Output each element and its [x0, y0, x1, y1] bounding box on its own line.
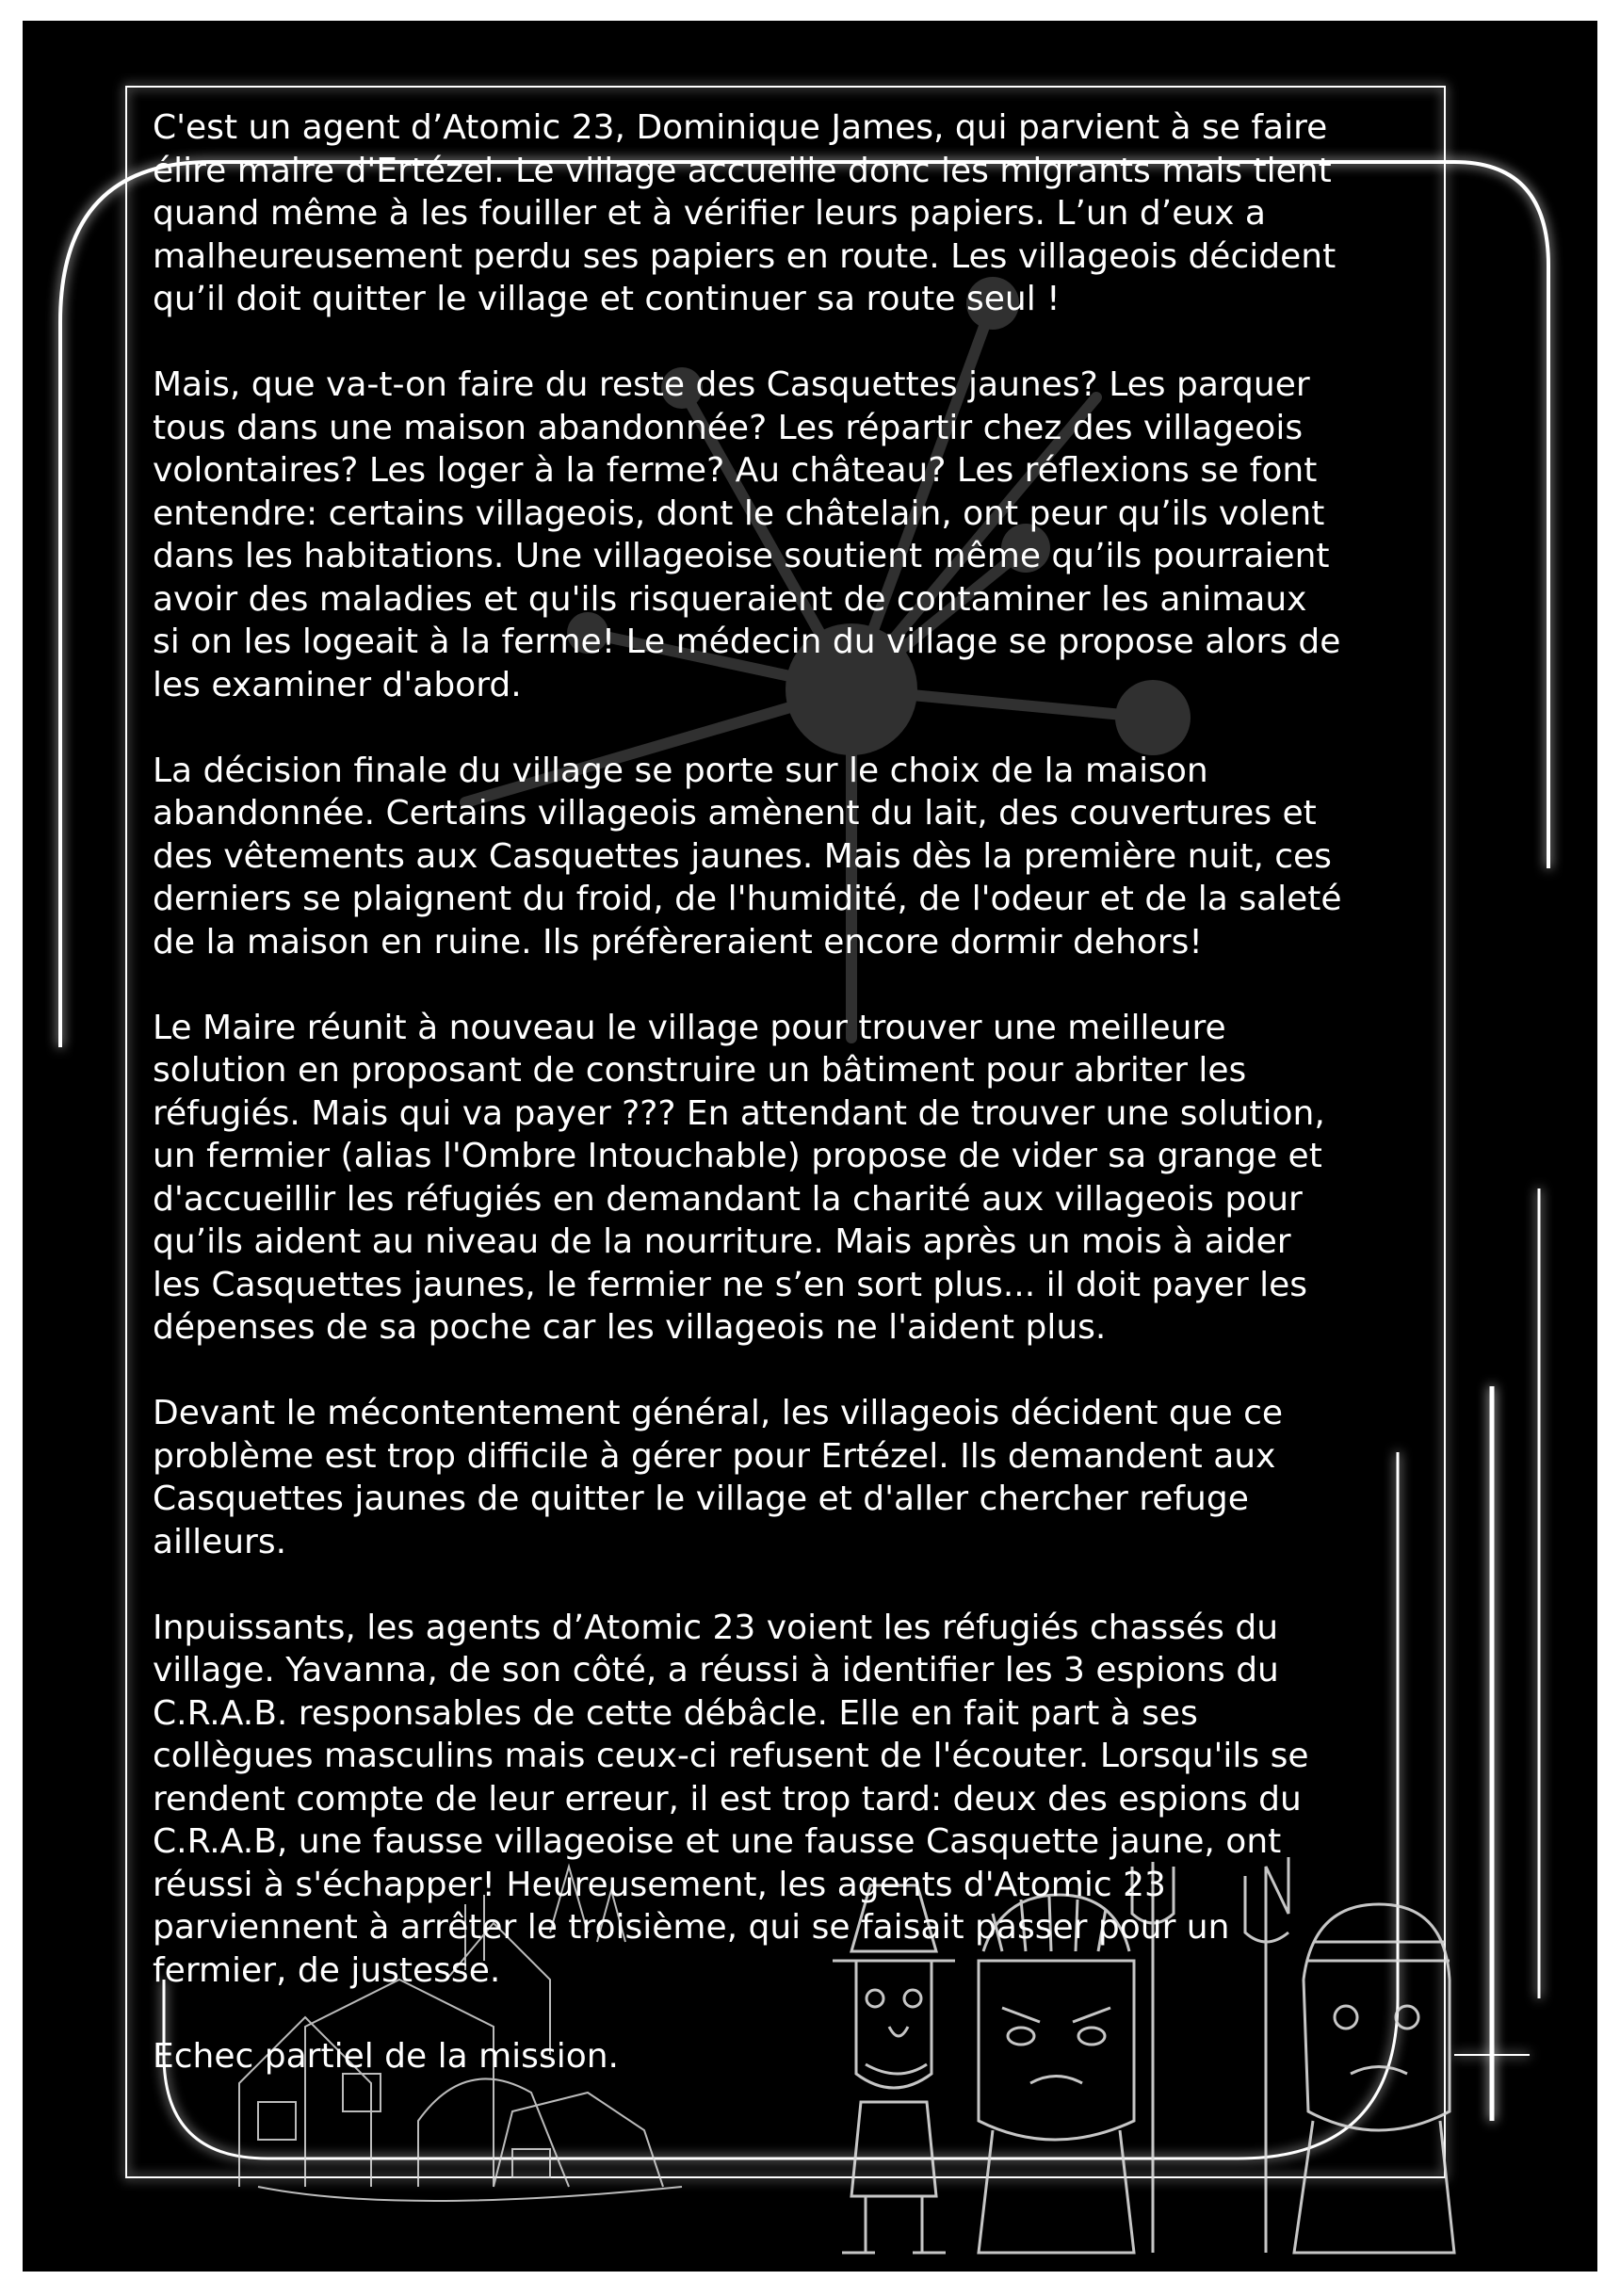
text-line: avoir des maladies et qu'ils risqueraient de contaminer les animaux	[153, 579, 1307, 619]
text-line: abandonnée. Certains villageois amènent du lait, des couvertures et	[153, 794, 1317, 833]
text-line: C'est un agent d’Atomic 23, Dominique James, qui parvient à se faire	[153, 108, 1328, 147]
text-line: rendent compte de leur erreur, il est trop tard: deux des espions du	[153, 1779, 1302, 1819]
text-line: C.R.A.B, une fausse villageoise et une fausse Casquette jaune, ont	[153, 1822, 1282, 1861]
text-line: Mais, que va-t-on faire du reste des Casquettes jaunes? Les parquer	[153, 365, 1310, 404]
text-line: Casquettes jaunes de quitter le village et d'aller chercher refuge	[153, 1479, 1249, 1518]
paragraph-mission-result	[153, 2035, 1499, 2078]
text-line: qu’il doit quitter le village et continuer sa route seul !	[153, 280, 1061, 318]
paragraph-refugees-expelled	[153, 1392, 1499, 1563]
text-line: Le Maire réunit à nouveau le village pour trouver une meilleure	[153, 1008, 1226, 1047]
text-line: parviennent à arrêter le troisième, qui se faisait passer pour un	[153, 1908, 1230, 1947]
text-line: solution en proposant de construire un bâtiment pour abriter les	[153, 1051, 1247, 1090]
story-text	[153, 106, 1499, 2078]
text-line: collègues masculins mais ceux-ci refusent de l'écouter. Lorsqu'ils se	[153, 1737, 1309, 1775]
text-line: élire maire d'Ertézel. Le village accueille donc les migrants mais tient	[153, 151, 1332, 190]
text-line: Echec partiel de la mission.	[153, 2036, 619, 2076]
text-line: derniers se plaignent du froid, de l'humidité, de l'odeur et de la saleté	[153, 880, 1342, 918]
text-line: village. Yavanna, de son côté, a réussi à identifier les 3 espions du	[153, 1651, 1279, 1690]
paragraph-abandoned-house	[153, 750, 1499, 964]
text-line: C.R.A.B. responsables de cette débâcle. Elle en fait part à ses	[153, 1693, 1198, 1733]
comic-page	[23, 21, 1597, 2272]
text-line: d'accueillir les réfugiés en demandant la charité aux villageois pour	[153, 1179, 1303, 1219]
text-line: dépenses de sa poche car les villageois ne l'aident plus.	[153, 1308, 1107, 1347]
text-line: un fermier (alias l'Ombre Intouchable) propose de vider sa grange et	[153, 1137, 1322, 1175]
paragraph-housing-debate	[153, 364, 1499, 706]
text-line: tous dans une maison abandonnée? Les répartir chez des villageois	[153, 408, 1304, 447]
text-line: les Casquettes jaunes, le fermier ne s’en sort plus... il doit payer les	[153, 1265, 1307, 1304]
text-line: entendre: certains villageois, dont le châtelain, ont peur qu’ils volent	[153, 493, 1325, 533]
text-line: quand même à les fouiller et à vérifier leurs papiers. L’un d’eux a	[153, 194, 1266, 233]
paragraph-mayor-election	[153, 106, 1499, 321]
text-line: les examiner d'abord.	[153, 665, 522, 704]
text-line: réussi à s'échapper! Heureusement, les agents d'Atomic 23	[153, 1865, 1166, 1904]
paragraph-spies	[153, 1607, 1499, 1993]
text-line: réfugiés. Mais qui va payer ??? En attendant de trouver une solution,	[153, 1093, 1325, 1133]
text-line: problème est trop difficile à gérer pour Ertézel. Ils demandent aux	[153, 1436, 1276, 1476]
text-line: Devant le mécontentement général, les villageois décident que ce	[153, 1394, 1284, 1432]
text-line: qu’ils aident au niveau de la nourriture. Mais après un mois à aider	[153, 1222, 1291, 1261]
text-line: La décision finale du village se porte sur le choix de la maison	[153, 751, 1208, 790]
text-line: malheureusement perdu ses papiers en route. Les villageois décident	[153, 236, 1336, 276]
text-line: des vêtements aux Casquettes jaunes. Mais dès la première nuit, ces	[153, 836, 1332, 876]
text-line: volontaires? Les loger à la ferme? Au château? Les réflexions se font	[153, 451, 1318, 490]
text-line: de la maison en ruine. Ils préfèreraient encore dormir dehors!	[153, 922, 1203, 962]
text-line: ailleurs.	[153, 1522, 287, 1561]
text-line: si on les logeait à la ferme! Le médecin du village se propose alors de	[153, 623, 1341, 661]
text-line: dans les habitations. Une villageoise soutient même qu’ils pourraient	[153, 537, 1330, 575]
text-line: Inpuissants, les agents d’Atomic 23 voient les réfugiés chassés du	[153, 1608, 1279, 1647]
text-line: fermier, de justesse.	[153, 1950, 501, 1990]
paragraph-farmer-barn	[153, 1007, 1499, 1350]
